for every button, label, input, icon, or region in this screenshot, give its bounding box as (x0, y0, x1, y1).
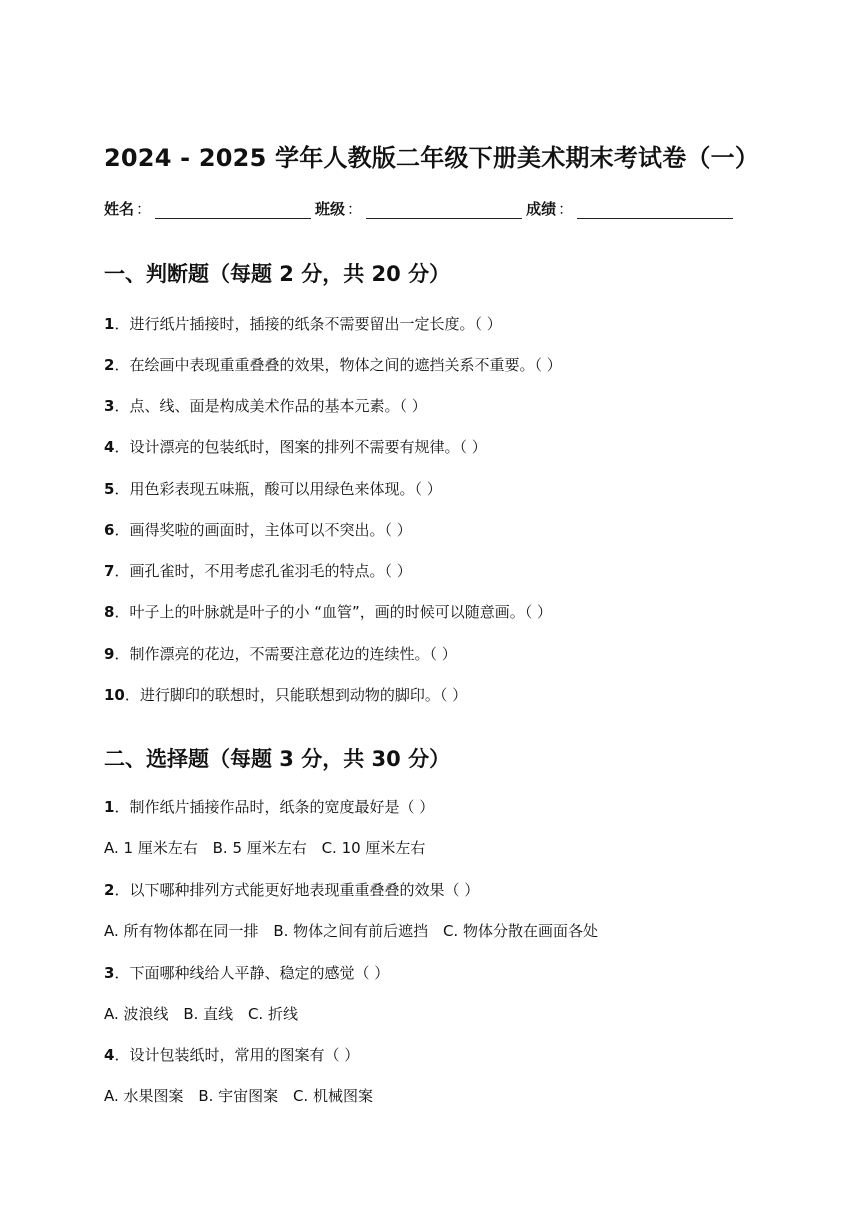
question-number: 5 (104, 480, 115, 498)
question-number: 2 (104, 881, 115, 899)
question-text: ．进行脚印的联想时，只能联想到动物的脚印。（ ） (124, 686, 468, 704)
mc-options-2 (104, 920, 608, 941)
question-number: 1 (104, 315, 115, 333)
tf-question-4 (104, 436, 487, 457)
option-c: C. 机械图案 (292, 1087, 373, 1105)
class-colon: ： (347, 200, 363, 218)
option-a: A. 水果图案 (104, 1087, 184, 1105)
name-label: 姓名 (104, 200, 135, 218)
question-number: 10 (104, 686, 125, 704)
question-text: ．叶子上的叶脉就是叶子的小 “血管”，画的时候可以随意画。（ ） (114, 603, 553, 621)
tf-question-10 (104, 684, 467, 705)
question-number: 4 (104, 1046, 115, 1064)
score-label: 成绩 (526, 200, 557, 218)
question-number: 8 (104, 603, 115, 621)
tf-question-2 (104, 354, 562, 375)
tf-question-3 (104, 395, 427, 416)
mc-question-3 (104, 962, 389, 983)
score-blank (577, 202, 733, 219)
option-a: A. 所有物体都在同一排 (104, 922, 259, 940)
question-text: ．画得奖啦的画面时，主体可以不突出。（ ） (114, 521, 412, 539)
tf-question-8 (104, 601, 552, 622)
question-number: 1 (104, 798, 115, 816)
tf-question-9 (104, 643, 457, 664)
question-number: 7 (104, 562, 115, 580)
question-text: ．以下哪种排列方式能更好地表现重重叠叠的效果（ ） (114, 881, 480, 899)
question-text: ．画孔雀时，不用考虑孔雀羽毛的特点。（ ） (114, 562, 412, 580)
tf-question-7 (104, 560, 412, 581)
question-number: 9 (104, 645, 115, 663)
option-c: C. 10 厘米左右 (321, 839, 426, 857)
question-number: 2 (104, 356, 115, 374)
question-text: ．进行纸片插接时，插接的纸条不需要留出一定长度。（ ） (114, 315, 502, 333)
question-text: ．在绘画中表现重重叠叠的效果，物体之间的遮挡关系不重要。（ ） (114, 356, 562, 374)
exam-title: 2024 - 2025 学年人教版二年级下册美术期末考试卷（一） (104, 144, 760, 172)
question-text: ．设计包装纸时，常用的图案有（ ） (114, 1046, 360, 1064)
option-c: C. 物体分散在画面各处 (442, 922, 598, 940)
question-number: 4 (104, 438, 115, 456)
mc-options-1 (104, 837, 435, 858)
mc-question-2 (104, 879, 479, 900)
option-b: B. 物体之间有前后遮挡 (273, 922, 429, 940)
question-text: ．下面哪种线给人平静、稳定的感觉（ ） (114, 964, 390, 982)
question-number: 3 (104, 397, 115, 415)
mc-options-4 (104, 1085, 383, 1106)
question-text: ．设计漂亮的包装纸时，图案的排列不需要有规律。（ ） (114, 438, 487, 456)
option-b: B. 5 厘米左右 (212, 839, 307, 857)
tf-question-5 (104, 478, 442, 499)
option-b: B. 直线 (183, 1005, 234, 1023)
tf-question-6 (104, 519, 412, 540)
mc-options-3 (104, 1003, 308, 1024)
tf-question-1 (104, 313, 502, 334)
question-number: 6 (104, 521, 115, 539)
section1-heading: 一、判断题（每题 2 分，共 20 分） (104, 262, 451, 286)
class-blank (366, 202, 522, 219)
question-number: 3 (104, 964, 115, 982)
question-text: ．用色彩表现五味瓶，酸可以用绿色来体现。（ ） (114, 480, 442, 498)
question-text: ．制作纸片插接作品时，纸条的宽度最好是（ ） (114, 798, 435, 816)
option-a: A. 1 厘米左右 (104, 839, 198, 857)
student-info-row (104, 198, 737, 219)
mc-question-1 (104, 796, 434, 817)
name-blank (155, 202, 311, 219)
section2-heading: 二、选择题（每题 3 分，共 30 分） (104, 747, 451, 771)
name-colon: ： (136, 200, 152, 218)
option-b: B. 宇宙图案 (198, 1087, 279, 1105)
class-label: 班级 (315, 200, 346, 218)
option-c: C. 折线 (247, 1005, 298, 1023)
score-colon: ： (558, 200, 574, 218)
mc-question-4 (104, 1044, 359, 1065)
option-a: A. 波浪线 (104, 1005, 169, 1023)
question-text: ．点、线、面是构成美术作品的基本元素。（ ） (114, 397, 427, 415)
question-text: ．制作漂亮的花边，不需要注意花边的连续性。（ ） (114, 645, 457, 663)
